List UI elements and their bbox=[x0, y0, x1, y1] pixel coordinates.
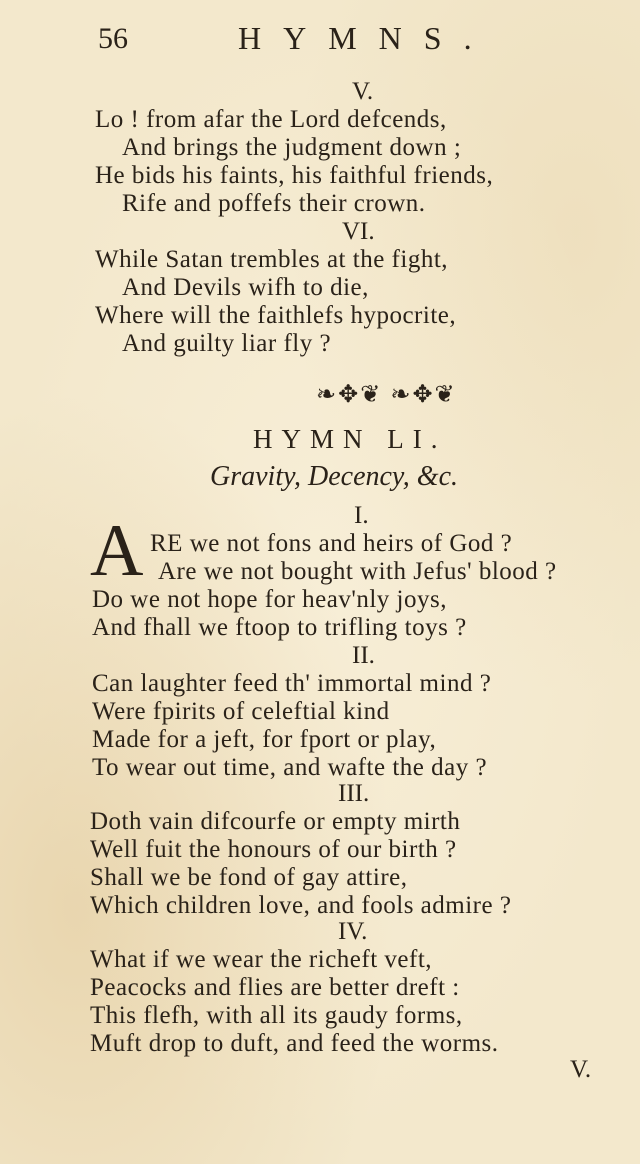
verse-line: Shall we be fond of gay attire, bbox=[90, 864, 408, 891]
verse-line: Made for a jeft, for fport or play, bbox=[92, 726, 437, 753]
verse-line: Lo ! from afar the Lord defcends, bbox=[95, 106, 447, 133]
verse-line: Peacocks and flies are better dreft : bbox=[90, 974, 460, 1001]
verse-line: To wear out time, and wafte the day ? bbox=[92, 754, 488, 781]
catchword: V. bbox=[570, 1056, 592, 1083]
stanza-number: II. bbox=[352, 642, 375, 669]
verse-line: And brings the judgment down ; bbox=[122, 134, 462, 161]
verse-line: What if we wear the richeft veft, bbox=[90, 946, 433, 973]
verse-line: And Devils wifh to die, bbox=[122, 274, 369, 301]
verse-line: Were fpirits of celeftial kind bbox=[92, 698, 390, 725]
stanza-number: V. bbox=[352, 78, 374, 105]
page-number: 56 bbox=[98, 22, 128, 55]
verse-line: And fhall we ftoop to trifling toys ? bbox=[92, 614, 467, 641]
verse-line: Are we not bought with Jefus' blood ? bbox=[158, 558, 557, 585]
verse-line: Do we not hope for heav'nly joys, bbox=[92, 586, 447, 613]
verse-line: Where will the faithlefs hypocrite, bbox=[95, 302, 457, 329]
stanza-number: VI. bbox=[342, 218, 375, 245]
verse-line: And guilty liar fly ? bbox=[122, 330, 332, 357]
running-title: HYMNS. bbox=[238, 20, 494, 56]
verse-line: He bids his faints, his faithful friends, bbox=[95, 162, 494, 189]
verse-line: Doth vain difcourfe or empty mirth bbox=[90, 808, 461, 835]
stanza-number: IV. bbox=[338, 918, 368, 945]
verse-line: Which children love, and fools admire ? bbox=[90, 892, 512, 919]
hymn-title: HYMN LI. bbox=[253, 424, 447, 454]
stanza-number: III. bbox=[338, 780, 370, 807]
verse-line: This flefh, with all its gaudy forms, bbox=[90, 1002, 463, 1029]
verse-line: RE we not fons and heirs of God ? bbox=[150, 530, 513, 557]
printers-ornament: ❧✥❦ ❧✥❦ bbox=[316, 382, 457, 408]
verse-line: Well fuit the honours of our birth ? bbox=[90, 836, 457, 863]
verse-line: Rife and poffefs their crown. bbox=[122, 190, 426, 217]
verse-line: While Satan trembles at the fight, bbox=[95, 246, 449, 273]
stanza-number: I. bbox=[354, 502, 369, 529]
verse-line: Muft drop to duft, and feed the worms. bbox=[90, 1030, 499, 1057]
drop-cap: A bbox=[90, 510, 144, 592]
verse-line: Can laughter feed th' immortal mind ? bbox=[92, 670, 492, 697]
hymn-subtitle: Gravity, Decency, &c. bbox=[210, 461, 459, 492]
